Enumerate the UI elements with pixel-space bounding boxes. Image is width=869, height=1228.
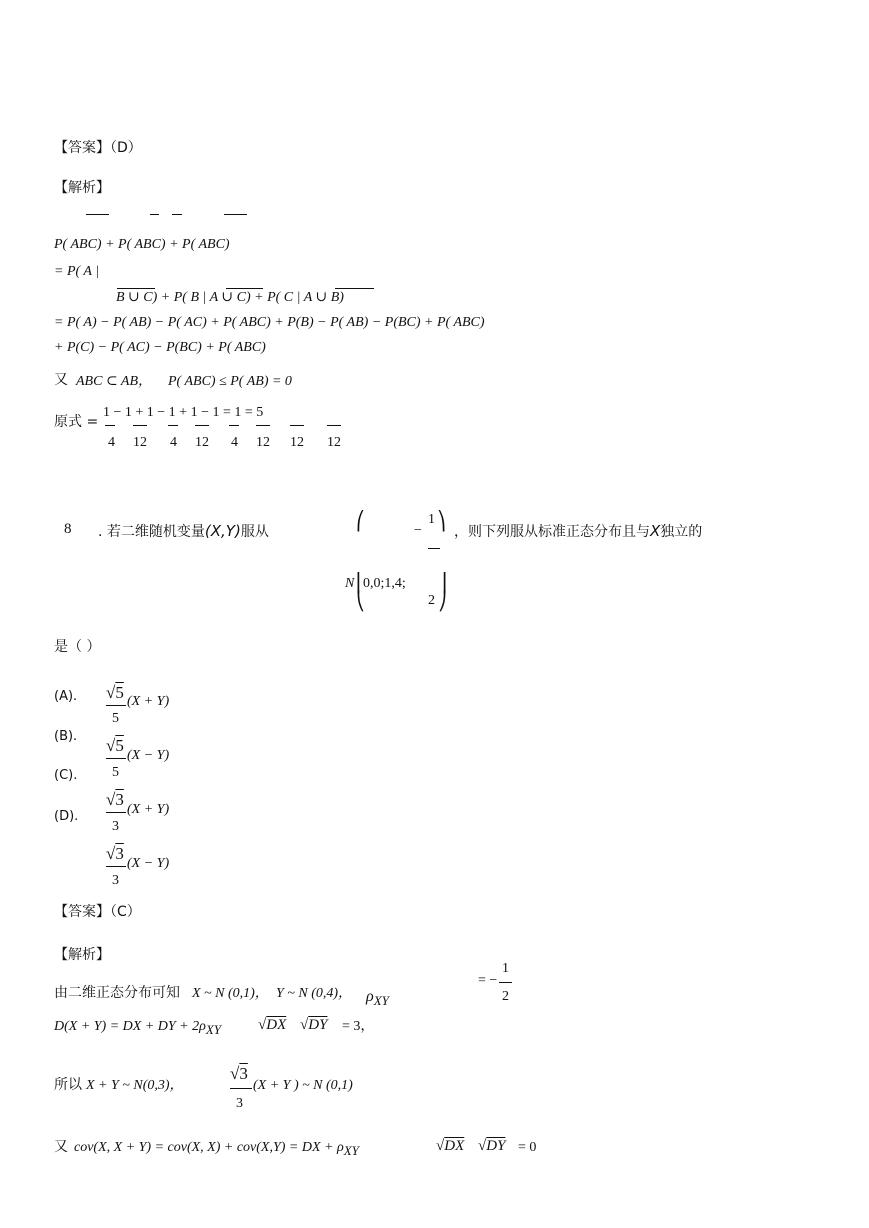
left-paren-mid: ⎜ (356, 573, 365, 593)
formula-line-7-prefix: 原式 = (54, 414, 99, 430)
option-label-c[interactable]: (C). (54, 768, 78, 783)
formula-line-1: P( ABC) + P( ABC) + P( ABC) (54, 237, 230, 252)
sol4-cov: cov(X, X + Y) = cov(X, X) + cov(X,Y) = DX + $\rho_{XY}$ (74, 1140, 359, 1158)
option-a-expr: (X + Y) (127, 694, 170, 709)
fraction-bar (290, 425, 304, 426)
minus-sign: − (414, 523, 422, 538)
sol1-x: X ~ N (0,1)， (192, 986, 269, 1001)
overbar (172, 214, 182, 215)
overbar (226, 288, 263, 289)
overbar (117, 288, 155, 289)
formula-line-5: + P(C) − P( AC) − P(BC) + P( ABC) (54, 340, 266, 355)
option-d-expr: (X − Y) (127, 856, 170, 871)
right-paren-bottom: ⎠ (438, 591, 447, 611)
denominator: 12 (195, 435, 209, 450)
sqrt-icon: √3 (230, 1064, 248, 1083)
answer-label-2: 【答案】（C） (54, 904, 141, 920)
option-label-a[interactable]: (A). (54, 689, 78, 704)
sol3-den: 3 (236, 1096, 243, 1111)
fraction-bar (229, 425, 239, 426)
denominator: 12 (290, 435, 304, 450)
fraction-bar (106, 812, 126, 813)
option-b-expr: (X − Y) (127, 748, 170, 763)
fraction-bar (327, 425, 341, 426)
sol3-expr: (X + Y ) ~ N (0,1) (253, 1078, 353, 1093)
sol1-text: 由二维正态分布可知 (54, 985, 180, 1001)
sol3-sum: X + Y ~ N(0,3)， (86, 1078, 184, 1093)
denominator: 12 (133, 435, 147, 450)
fraction-bar (106, 866, 126, 867)
sol2-lhs: D(X + Y) = DX + DY + $2\rho_{XY}$ (54, 1019, 222, 1037)
sol1-rho: $\rho_{XY}$ (366, 988, 389, 1009)
overbar (150, 214, 159, 215)
sol1-num: 1 (502, 961, 509, 976)
sol1-eq: = − (478, 973, 498, 988)
question-stem-end: 是（ ） (54, 639, 101, 655)
fraction-bar (106, 758, 126, 759)
answer-label: 【答案】（D） (54, 140, 142, 156)
left-paren-bottom: ⎝ (356, 591, 365, 611)
analysis-label: 【解析】 (54, 180, 110, 196)
rho-numerator: 1 (428, 512, 435, 527)
sqrt-icon: √5 (106, 683, 124, 702)
option-a-den: 5 (112, 711, 119, 726)
sqrt-icon: √5 (106, 736, 124, 755)
formula-line-6-prefix: 又 (54, 372, 68, 388)
denominator: 12 (327, 435, 341, 450)
dist-params: 0,0;1,4; (363, 576, 406, 591)
question-number-icon: 8 (64, 521, 72, 537)
sol3-text: 所以 (54, 1077, 82, 1093)
sqrt-dx: √DX (436, 1138, 465, 1154)
fraction-bar (195, 425, 209, 426)
fraction-bar (105, 425, 115, 426)
right-paren-mid: ⎟ (438, 573, 447, 593)
question-stem: . 若二维随机变量(X,Y)服从 (98, 522, 269, 540)
sol1-den: 2 (502, 989, 509, 1004)
answer-value-2: （C） (110, 904, 141, 920)
fraction-bar (106, 705, 126, 706)
option-d-den: 3 (112, 873, 119, 888)
formula-line-3: B ∪ C) + P( B | A ∪ C) + P( C | A ∪ B) (116, 290, 344, 305)
sol2-end: = 3， (342, 1019, 375, 1034)
option-c-den: 3 (112, 819, 119, 834)
right-paren-top: ⎞ (437, 511, 446, 531)
denominator: 4 (231, 435, 238, 450)
fraction-numerators: 1 − 1 + 1 − 1 + 1 − 1 = 1 = 5 (103, 405, 264, 420)
overbar (224, 214, 247, 215)
option-c-expr: (X + Y) (127, 802, 170, 817)
denominator: 4 (170, 435, 177, 450)
denominator: 12 (256, 435, 270, 450)
dist-N: N (345, 576, 355, 591)
fraction-bar (499, 982, 512, 983)
answer-value: （D） (110, 140, 142, 156)
fraction-bar (428, 548, 440, 549)
sqrt-icon: √3 (106, 790, 124, 809)
fraction-bar (168, 425, 178, 426)
sol4-end: = 0 (518, 1140, 537, 1155)
fraction-bar (230, 1088, 252, 1089)
sqrt-dx: √DX (258, 1017, 287, 1033)
left-paren-top: ⎛ (356, 511, 365, 531)
fraction-bar (256, 425, 270, 426)
formula-line-6a: ABC ⊂ AB， (76, 374, 153, 389)
formula-line-2: = P( A | (54, 264, 100, 279)
option-label-d[interactable]: (D). (54, 809, 79, 824)
formula-line-6b: P( ABC) ≤ P( AB) = 0 (168, 374, 292, 389)
fraction-bar (133, 425, 147, 426)
formula-line-4: = P( A) − P( AB) − P( AC) + P( ABC) + P(B) − P( AB) − P(BC) + P( ABC) (54, 315, 485, 330)
denominator: 4 (108, 435, 115, 450)
option-b-den: 5 (112, 765, 119, 780)
sol4-text: 又 (54, 1139, 68, 1155)
overbar (86, 214, 109, 215)
sol1-y: Y ~ N (0,4)， (276, 986, 353, 1001)
overbar (335, 288, 374, 289)
rho-denominator: 2 (428, 593, 435, 608)
analysis-label-2: 【解析】 (54, 947, 110, 963)
option-label-b[interactable]: (B). (54, 729, 78, 744)
sqrt-icon: √3 (106, 844, 124, 863)
sqrt-dy: √DY (478, 1138, 506, 1154)
sqrt-dy: √DY (300, 1017, 328, 1033)
question-stem-cont: ，则下列服从标准正态分布且与X独立的 (454, 522, 703, 540)
